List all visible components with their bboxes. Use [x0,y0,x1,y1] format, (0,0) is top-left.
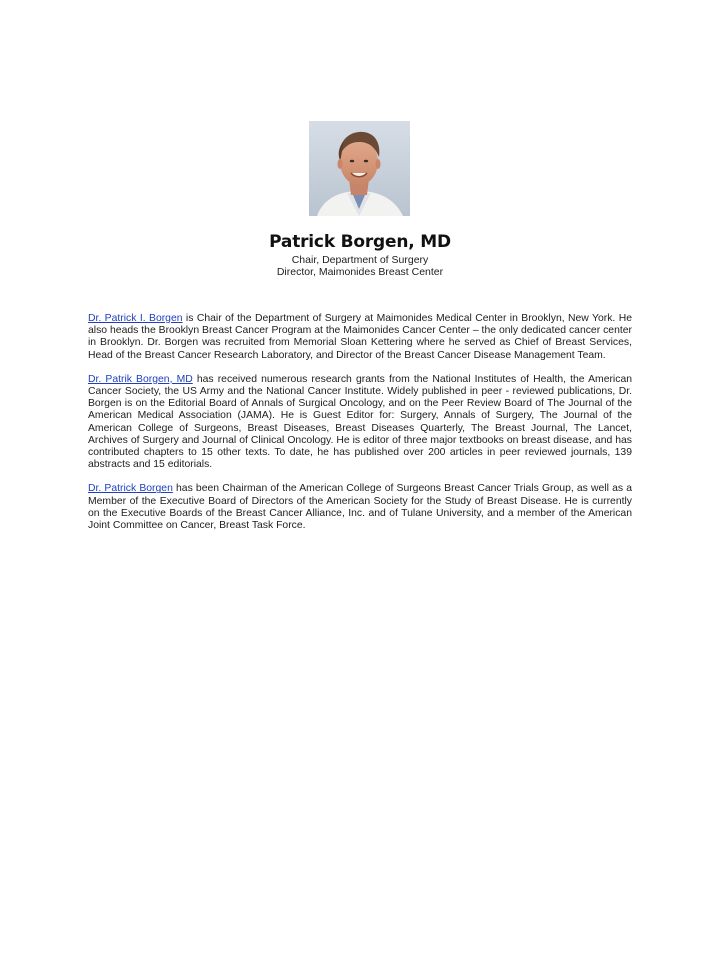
bio-paragraph-2 [88,374,632,472]
bio-text-3: has been Chairman of the American College of Surgeons Breast Cancer Trials Group, as well as a Member of the Executive Board of Directors of the American Society for the Study of Breast Disease. He is currently on the Executive Boards of the Breast Cancer Alliance, Inc. and of Tulane University, and a member of the American Joint Committee on Cancer, Breast Task Force. [88,483,632,532]
portrait-image [309,121,410,216]
portrait-photo [309,121,410,216]
profile-title-line-1: Chair, Department of Surgery [291,254,429,266]
profile-header [0,230,720,278]
profile-name: Patrick Borgen, MD [269,232,451,252]
bio-link-1[interactable]: Dr. Patrick I. Borgen [88,313,183,324]
biography [88,313,632,544]
bio-paragraph-1 [88,313,632,362]
bio-link-2[interactable]: Dr. Patrik Borgen, MD [88,373,193,385]
bio-link-3[interactable]: Dr. Patrick Borgen [88,483,173,495]
bio-text-1: is Chair of the Department of Surgery at Maimonides Medical Center in Brooklyn, New York. He also heads the Brooklyn Breast Cancer Program at the Maimonides Cancer Center – the only dedicated cancer center in Brooklyn. Dr. Borgen was recruited from Memorial Sloan Kettering where he served as Chief of Breast Services, Head of the Breast Cancer Research Laboratory, and Director of the Breast Cancer Disease Management Team. [88,313,632,361]
bio-text-2: has received numerous research grants from the National Institutes of Health, the American Cancer Society, the US Army and the National Cancer Institute. Widely published in peer - reviewed publications, Dr. Borgen is on the Editorial Board of Annals of Surgical Oncology, and on the Peer Review Board of The Journal of the American Medical Association (JAMA). He is Guest Editor for: Surgery, Annals of Surgery, The Journal of the American College of Surgeons, Breast Diseases, Breast Diseases Quarterly, The Breast Journal, The Lancet, Archives of Surgery and Journal of Clinical Oncology. He is editor of three major textbooks on breast disease, and has contributed chapters to 15 other texts. To date, he has published over 200 articles in peer reviewed journals, 139 abstracts and 15 editorials. [88,373,632,471]
profile-title-line-2: Director, Maimonides Breast Center [276,266,444,278]
bio-paragraph-3 [88,483,632,532]
